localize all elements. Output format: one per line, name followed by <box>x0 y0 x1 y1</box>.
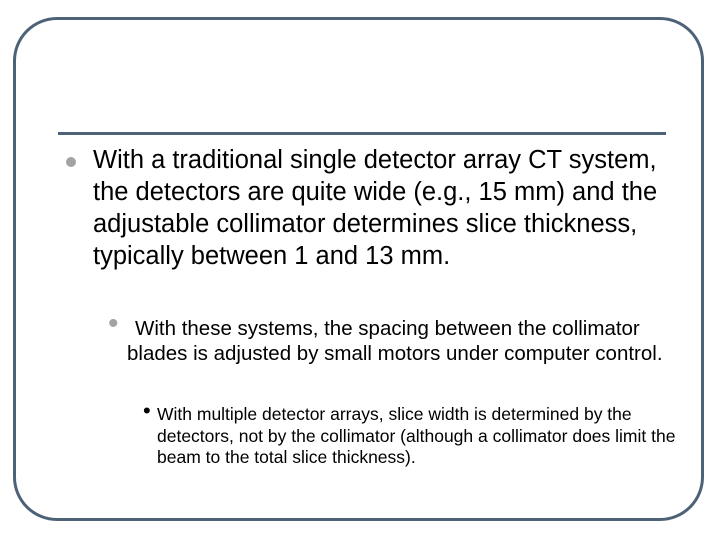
title-divider-line <box>58 132 666 135</box>
bullet-level-3-text: With multiple detector arrays, slice width is determined by the detectors, not by the collimator (although a collimator does limit the beam to the total slice thickness). <box>157 404 676 467</box>
bullet-dot-icon: • <box>143 398 151 423</box>
bullet-dot-icon <box>66 157 76 167</box>
bullet-level-1-text: With a traditional single detector array CT system, the detectors are quite wide (e.g., 15 mm) and the adjustable collimator determines slice thickness, typically between 1 and 13 mm. <box>93 146 658 270</box>
bullet-level-2-text: With these systems, the spacing between the collimator blades is adjusted by small motors under computer control. <box>127 317 663 365</box>
bullet-dot-icon: • <box>108 307 119 340</box>
